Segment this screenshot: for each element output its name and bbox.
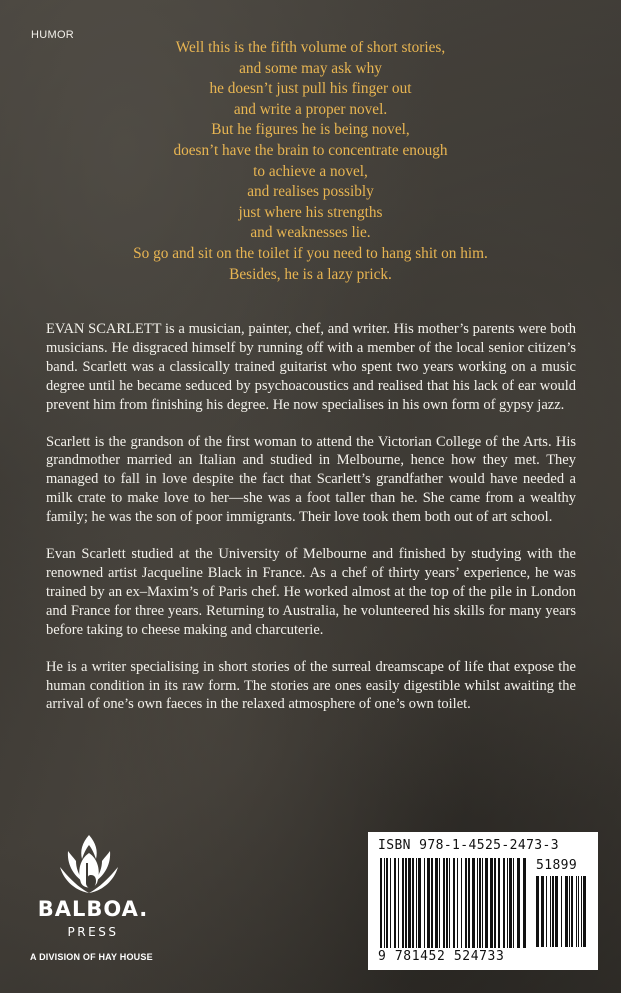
- price-barcode-bars: [536, 876, 588, 947]
- barcode-bar: [565, 876, 568, 947]
- barcode-bar: [509, 858, 512, 948]
- barcode-bar: [550, 876, 551, 947]
- barcode-bar: [541, 876, 544, 947]
- barcode-bar: [555, 876, 558, 947]
- barcode-bar: [408, 858, 411, 948]
- blurb-line: just where his strengths: [238, 203, 383, 221]
- blurb-line: to achieve a novel,: [253, 162, 368, 180]
- barcode-bar: [503, 858, 505, 948]
- barcode-bar: [386, 858, 388, 948]
- publisher-division: A DIVISION OF HAY HOUSE: [30, 952, 153, 962]
- publisher-name: BALBOA.: [37, 897, 149, 921]
- barcode-bar: [384, 858, 385, 948]
- barcode-bar: [561, 876, 562, 947]
- isbn-text: ISBN 978-1-4525-2473-3: [378, 838, 559, 853]
- blurb-line: doesn’t have the brain to concentrate enough: [173, 141, 448, 159]
- blurb-line: Besides, he is a lazy prick.: [229, 265, 392, 283]
- barcode-bar: [576, 876, 577, 947]
- barcode-bar: [578, 876, 579, 947]
- barcode-bar: [398, 858, 399, 948]
- barcode-bar: [479, 858, 481, 948]
- barcode-bar: [517, 858, 520, 948]
- barcode-bar: [405, 858, 407, 948]
- barcode-bar: [465, 858, 467, 948]
- barcode-bar: [380, 858, 382, 948]
- barcode-bar: [439, 858, 440, 948]
- blurb: [30, 38, 591, 285]
- ean-text: 9 781452 524733: [378, 949, 505, 964]
- barcode-bar: [536, 876, 539, 947]
- barcode-bar: [523, 858, 526, 948]
- barcode-bar: [482, 858, 483, 948]
- barcode-bar: [477, 858, 478, 948]
- bio-paragraph: He is a writer specialising in short stories of the surreal dreamscape of life that expose the human condition in its raw form. The stories are ones easily digestible whilst awaiting the arrival of one’s own faeces in the relaxed atmosphere of one’s own toilet.: [46, 658, 576, 713]
- barcode-bar: [461, 858, 462, 948]
- blurb-line: and realises possibly: [247, 183, 374, 201]
- barcode-bar: [468, 858, 470, 948]
- blurb-line: Well this is the fifth volume of short stories,: [175, 39, 446, 56]
- barcode-bar: [472, 858, 475, 948]
- barcode-bar: [418, 858, 421, 948]
- barcode-bar: [453, 858, 455, 948]
- barcode-bar: [569, 876, 570, 947]
- barcode-bar: [416, 858, 417, 948]
- blurb-line: and weaknesses lie.: [250, 224, 371, 242]
- publisher-press: PRESS: [67, 925, 119, 939]
- barcode-bar: [457, 858, 458, 948]
- barcode-bar: [435, 858, 438, 948]
- price-code: 51899: [536, 858, 578, 873]
- barcode-bar: [513, 858, 514, 948]
- barcode-bar: [583, 876, 586, 947]
- bio-paragraph: EVAN SCARLETT is a musician, painter, chef, and writer. His mother’s parents were both musicians. He disgraced himself by running off with a member of the local senior citizen’s band. Scarlett was a classically trained guitarist who spent two years working on a music degree until he became seduced by psychoacoustics and realised that his lack of ear would prevent him from finishing his degree. He now specialises in his own form of gypsy jazz.: [46, 321, 576, 413]
- blurb-line: he doesn’t just pull his finger out: [209, 80, 412, 98]
- barcode-bar: [402, 858, 404, 948]
- barcode-bar: [443, 858, 445, 948]
- bio-paragraph: Evan Scarlett studied at the University of Melbourne and finished by studying with the renowned artist Jacqueline Black in France. As a chef of thirty years’ experience, he was trained by an ex–Maxim’s of Paris chef. He worked almost at the top of the pile in London and France for three years. Returning to Australia, he volunteered his skills for many years before taking to cheese making and charcuterie.: [46, 546, 576, 638]
- barcode-bar: [412, 858, 414, 948]
- genre-label: HUMOR: [31, 29, 75, 41]
- barcode-bar: [490, 858, 493, 948]
- blurb-line: and some may ask why: [239, 59, 382, 77]
- barcode-bar: [427, 858, 430, 948]
- isbn-barcode: [368, 832, 598, 970]
- barcode-bar: [581, 876, 582, 947]
- balboa-lotus-icon: [58, 833, 120, 895]
- barcode-bar: [552, 876, 554, 947]
- barcode-bar: [394, 858, 396, 948]
- blurb-line: But he figures he is being novel,: [211, 121, 410, 139]
- author-bio: [46, 320, 576, 732]
- barcode-bar: [446, 858, 448, 948]
- barcode-bar: [546, 876, 547, 947]
- blurb-line: So go and sit on the toilet if you need to hang shit on him.: [133, 244, 488, 262]
- barcode-bar: [494, 858, 496, 948]
- barcode-bar: [424, 858, 425, 948]
- barcode-bar: [485, 858, 488, 948]
- barcode-bar: [449, 858, 450, 948]
- barcode-bar: [390, 858, 391, 948]
- barcode-bar: [571, 876, 573, 947]
- ean-barcode-bars: [380, 858, 530, 948]
- barcode-bar: [498, 858, 500, 948]
- barcode-bar: [431, 858, 433, 948]
- publisher-logo: [28, 833, 168, 968]
- barcode-bar: [507, 858, 508, 948]
- bio-paragraph: Scarlett is the grandson of the first woman to attend the Victorian College of the Arts. His grandmother married an Italian and studied in Melbourne, hence how they met. They managed to fall in love despite the fact that Scarlett’s grandfather would have needed a milk crate to make love to her—she was a foot taller than he. She came from a wealthy family; he was the son of poor immigrants. Their love took them both out of art school.: [46, 433, 576, 526]
- blurb-line: and write a proper novel.: [233, 100, 388, 118]
